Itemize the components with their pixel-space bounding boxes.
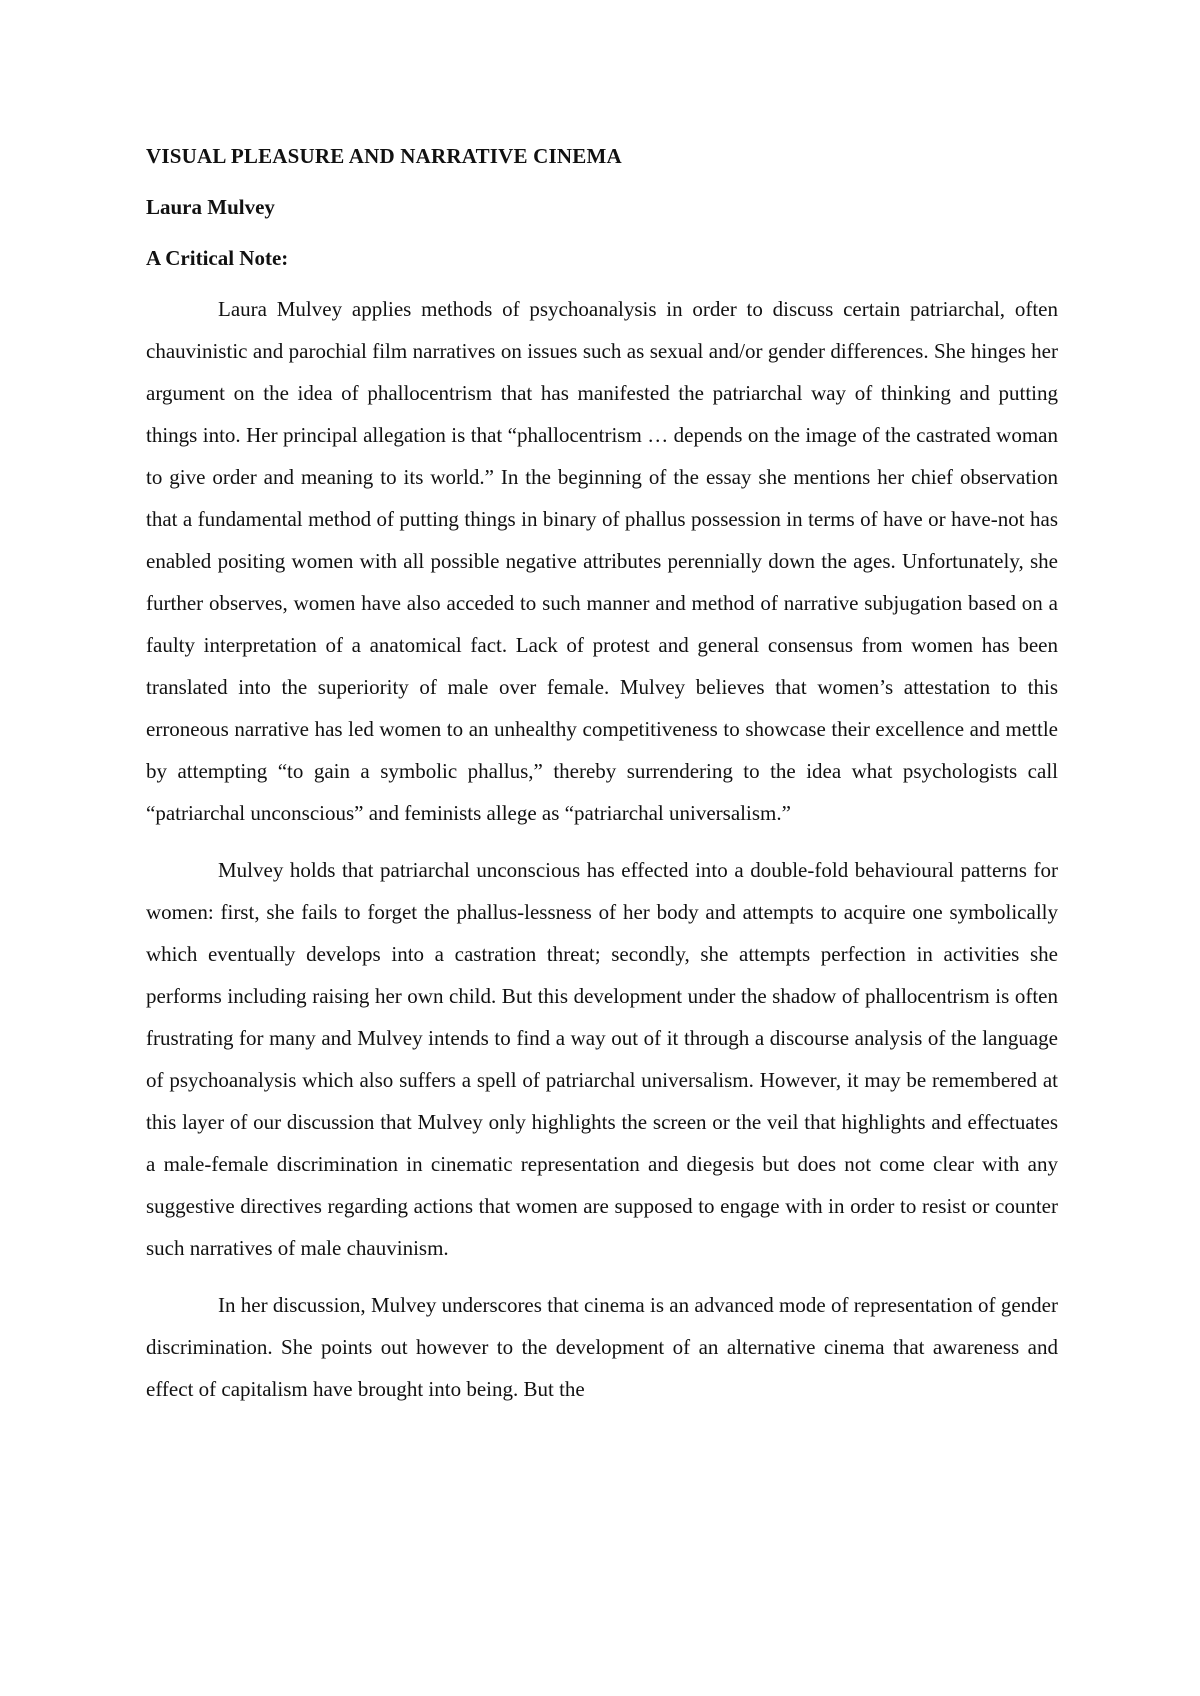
section-heading: A Critical Note: — [146, 246, 289, 270]
paragraph-3: In her discussion, Mulvey underscores that cinema is an advanced mode of representation of gender discrimination. She points out however to the development of an alternative cinema that awareness and effect of capitalism have brought into being. But the — [146, 1293, 1058, 1401]
paragraph-2: Mulvey holds that patriarchal unconscious has effected into a double-fold behavioural patterns for women: first, she fails to forget the phallus-lessness of her body and attempts to acquire one symbolically which eventually develops into a castration threat; secondly, she attempts perfection in activities she performs including raising her own child. But this development under the shadow of phallocentrism is often frustrating for many and Mulvey intends to find a way out of it through a discourse analysis of the language of psychoanalysis which also suffers a spell of patriarchal universalism. However, it may be remembered at this layer of our discussion that Mulvey only highlights the screen or the veil that highlights and effectuates a male-female discrimination in cinematic representation and diegesis but does not come clear with any suggestive directives regarding actions that women are supposed to engage with in order to resist or counter such narratives of male chauvinism. — [146, 858, 1058, 1260]
paragraph-1: Laura Mulvey applies methods of psychoanalysis in order to discuss certain patriarchal, often chauvinistic and parochial film narratives on issues such as sexual and/or gender differences. She hinges her argument on the idea of phallocentrism that has manifested the patriarchal way of thinking and putting things into. Her principal allegation is that “phallocentrism … depends on the image of the castrated woman to give order and meaning to its world.” In the beginning of the essay she mentions her chief observation that a fundamental method of putting things in binary of phallus possession in terms of have or have-not has enabled positing women with all possible negative attributes perennially down the ages. Unfortunately, she further observes, women have also acceded to such manner and method of narrative subjugation based on a faulty interpretation of a anatomical fact. Lack of protest and general consensus from women has been translated into the superiority of male over female. Mulvey believes that women’s attestation to this erroneous narrative has led women to an unhealthy competitiveness to showcase their excellence and mettle by attempting “to gain a symbolic phallus,” thereby surrendering to the idea what psychologists call “patriarchal unconscious” and feminists allege as “patriarchal universalism.” — [146, 297, 1058, 825]
author-name: Laura Mulvey — [146, 195, 275, 219]
document-title: VISUAL PLEASURE AND NARRATIVE CINEMA — [146, 144, 622, 168]
document-content — [146, 142, 1058, 1410]
